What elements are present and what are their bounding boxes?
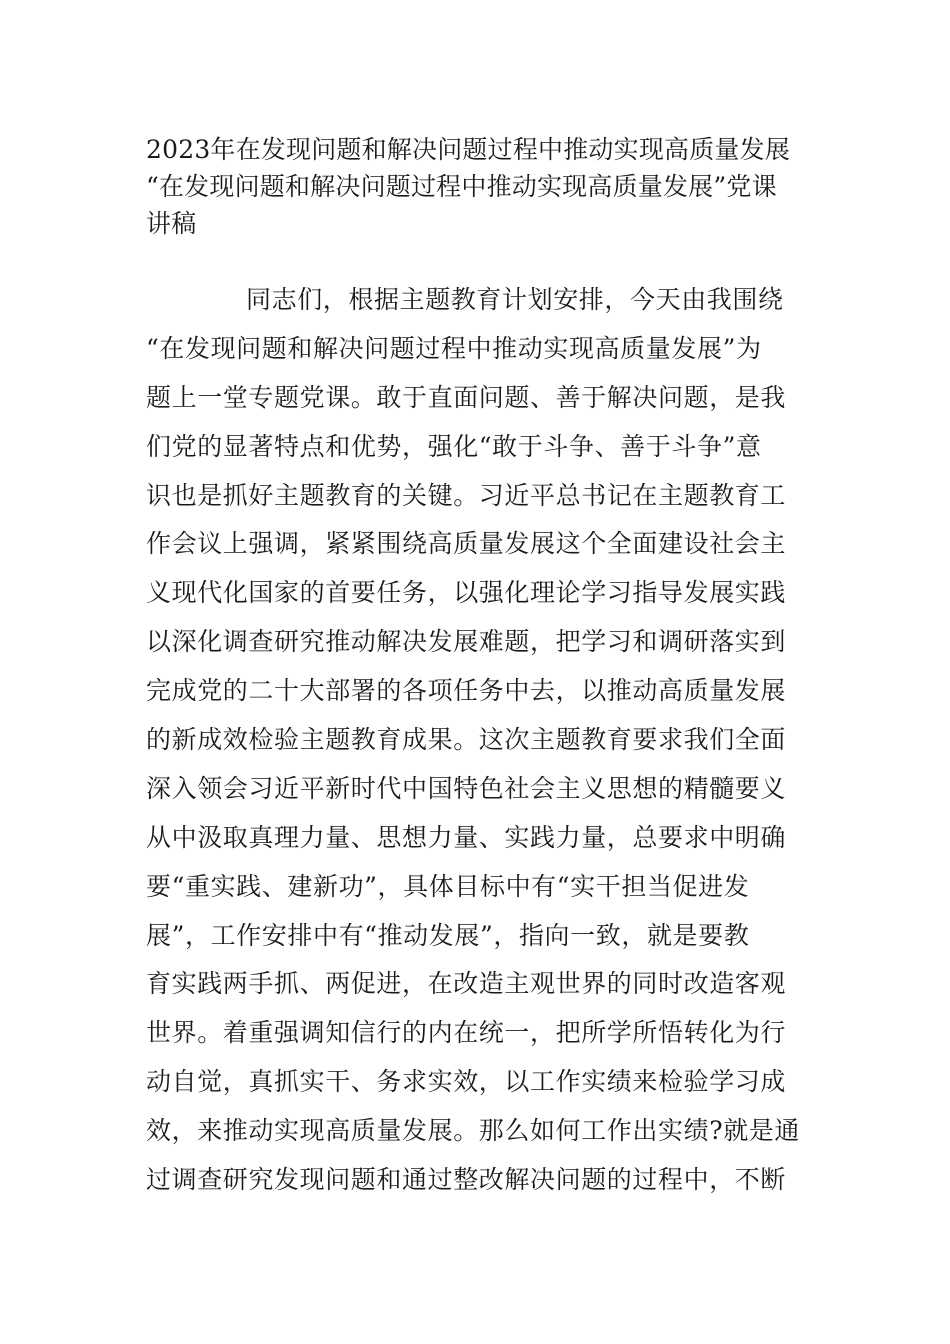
body-line: 以深化调查研究推动解决发展难题，把学习和调研落实到 [146,627,787,657]
body-line: 义现代化国家的首要任务，以强化理论学习指导发展实践 [146,578,787,608]
body-line: 识也是抓好主题教育的关键。习近平总书记在主题教育工 [146,480,787,510]
body-line: 同志们，根据主题教育计划安排，今天由我围绕 [246,285,784,314]
body-line: 过调查研究发现问题和通过整改解决问题的过程中，不断 [146,1165,787,1195]
body-line: 展”，工作安排中有“推动发展”，指向一致，就是要教 [146,920,750,950]
title-line: 讲稿 [146,209,197,238]
body-line: 要“重实践、建新功”，具体目标中有“实干担当促进发 [146,871,750,901]
body-line: 的新成效检验主题教育成果。这次主题教育要求我们全面 [146,725,787,755]
body-line: 深入领会习近平新时代中国特色社会主义思想的精髓要义 [146,773,787,803]
title-line: 2023年在发现问题和解决问题过程中推动实现高质量发展 [146,135,791,164]
body-line: 们党的显著特点和优势，强化“敢于斗争、善于斗争”意 [146,431,762,461]
body-line: “在发现问题和解决问题过程中推动实现高质量发展”为 [146,333,762,363]
body-line: 效，来推动实现高质量发展。那么如何工作出实绩?就是通 [146,1116,801,1146]
body-line: 作会议上强调，紧紧围绕高质量发展这个全面建设社会主 [146,529,787,559]
document-title [146,131,806,242]
body-line: 育实践两手抓、两促进，在改造主观世界的同时改造客观 [146,969,787,999]
body-line: 世界。着重强调知信行的内在统一，把所学所悟转化为行 [146,1018,787,1048]
document-body [146,285,806,1214]
title-line: “在发现问题和解决问题过程中推动实现高质量发展”党课 [146,172,777,201]
body-line: 完成党的二十大部署的各项任务中去，以推动高质量发展 [146,676,787,706]
body-line: 动自觉，真抓实干、务求实效，以工作实绩来检验学习成 [146,1067,787,1097]
body-line: 从中汲取真理力量、思想力量、实践力量，总要求中明确 [146,822,787,852]
body-line: 题上一堂专题党课。敢于直面问题、善于解决问题，是我 [146,382,787,412]
